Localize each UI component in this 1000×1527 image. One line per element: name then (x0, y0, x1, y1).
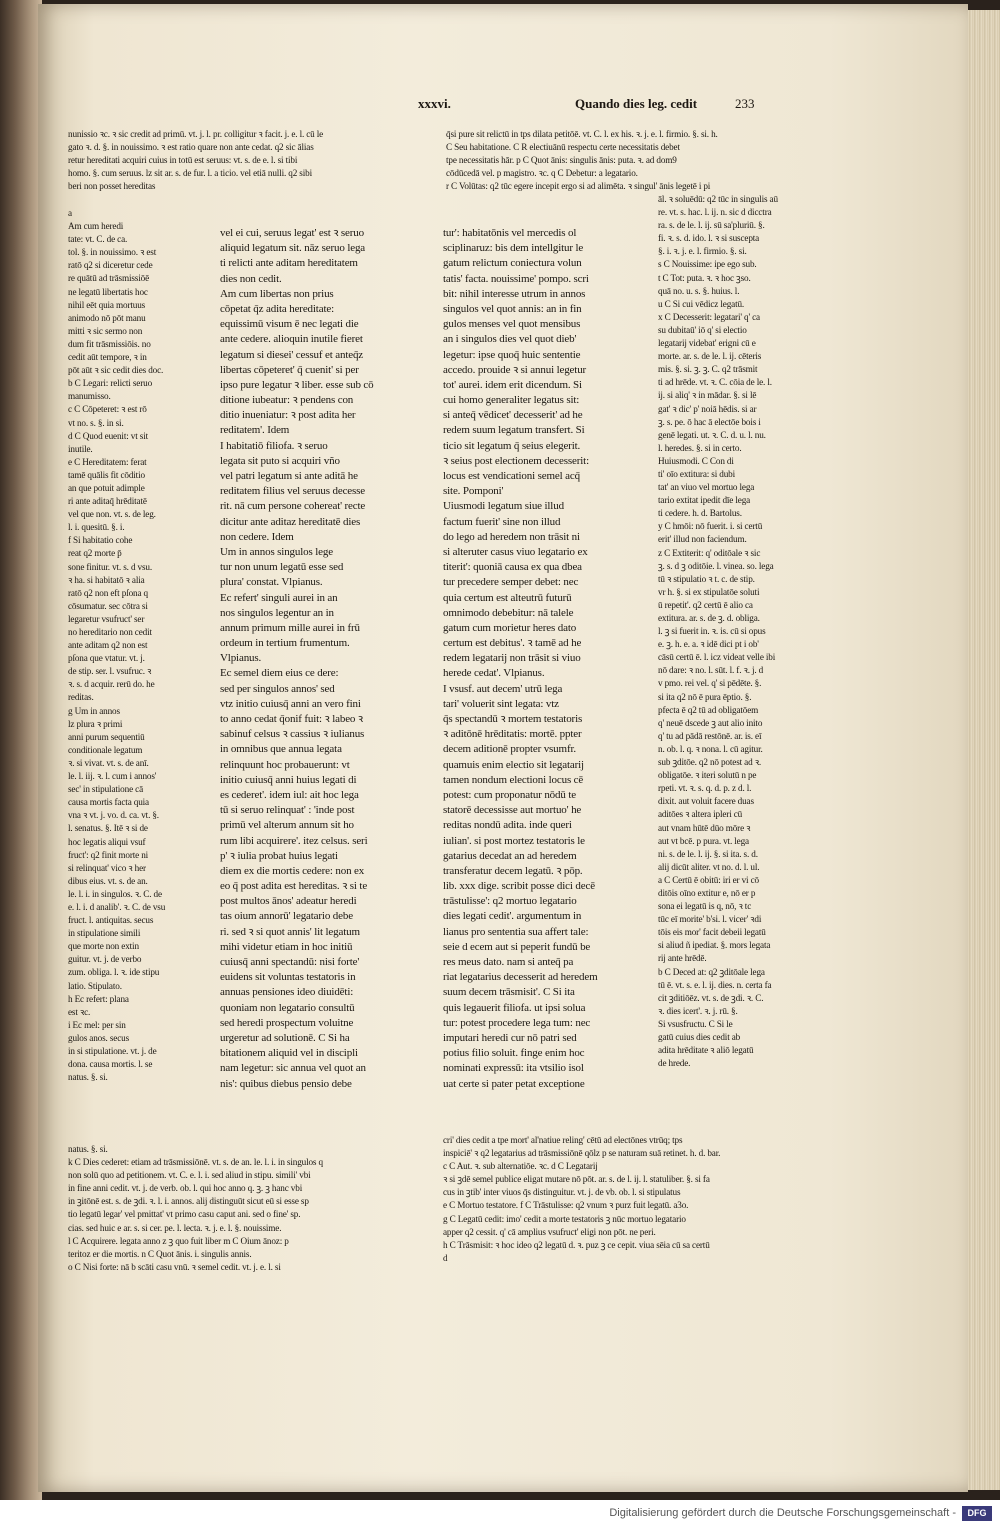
text-line: equissimū visum ē nec legati die (220, 318, 359, 331)
text-line: ante cedere. alioquin inutile fieret (220, 333, 363, 346)
text-line: b C Legari: relicti seruo (68, 378, 153, 389)
text-line: p' ꝛ iulia probat huius legati (220, 849, 338, 862)
text-line: Um in annos singulos lege (220, 545, 333, 558)
text-line: gato ꝛ. d. §. in nouissimo. ꝛ est ratio quare non ante cedat. q2 sic ālias (68, 142, 314, 153)
text-line: u C Si cui vēdicz legatū. (658, 298, 745, 309)
text-line: o C Nisi forte: nā b scāti casu vnū. ꝛ semel cedit. vt. j. e. l. si (68, 1261, 281, 1272)
text-line: tate: vt. C. de ca. (68, 234, 128, 245)
text-line: lz plura ꝛ primi (68, 718, 123, 729)
text-line: do lego ad heredem non trāsit ni (443, 530, 580, 543)
text-line: ne legatū libertatis hoc (68, 286, 148, 297)
text-line: ꝛ si ꝫdē semel publice eligat mutare nō pōt. ar. s. de l. ij. l. statuliber. §. si fa (443, 1174, 710, 1185)
text-line: dixit. aut voluit facere duas (658, 796, 754, 807)
text-line: legetur: ipse quoq̄ huic sententie (443, 348, 581, 361)
text-line: vna ꝛ vt. j. vo. d. ca. vt. §. (68, 810, 159, 821)
text-line: dies legati cedit'. argumentum in (443, 910, 582, 923)
text-line: ri ante aditaq̄ hrēditatē (68, 496, 147, 507)
text-line: animodo nō pōt manu (68, 312, 146, 323)
text-line: quā no. u. s. §. huius. l. (658, 285, 740, 296)
text-line: nō dare: ꝛ no. l. sūt. l. f. ꝛ. j. d (658, 665, 764, 676)
text-line: trāstulisse': q2 mortuo legatario (443, 895, 577, 908)
text-line: inspiciē' ꝛ q2 legatarius ad trāsmissiōnē qōlz p se naturam suā retinet. h. d. bar. (443, 1148, 721, 1159)
text-line: Uiusmodi legatum siue illud (443, 500, 564, 513)
text-line: l. heredes. §. si in certo. (658, 442, 742, 453)
text-line: e. ꝫ. h. e. a. ꝛ idē dici pt i ob' (658, 639, 759, 650)
text-line: relinquunt hoc probauerunt: vt (220, 758, 350, 771)
text-line: statorē decessisse aut mortuo' he (443, 804, 582, 817)
text-line: b C Deced at: q2 ꝫditōale lega (658, 966, 765, 977)
text-line: tari' voluerit sint legata: vtz (443, 697, 559, 710)
book-page (38, 4, 968, 1492)
text-line: mis. §. si. ꝫ. ꝫ. C. q2 trāsmit (658, 364, 758, 375)
text-line: d C Quod euenit: vt sit (68, 430, 149, 441)
text-line: non cedere. Idem (220, 530, 294, 543)
text-line: post multos ānos' adeatur heredi (220, 895, 357, 908)
text-line: de stip. ser. l. vsufruc. ꝛ (68, 666, 152, 677)
text-line: est ꝛc. (68, 1006, 91, 1017)
text-line: natus. §. si. (68, 1072, 108, 1083)
text-line: q' tu ad pādā restōnē. ar. is. eī (658, 730, 762, 741)
text-line: dicitur ante aditaz hereditatē dies (220, 515, 361, 528)
text-line: vel patri legatum si ante aditā he (220, 470, 358, 482)
text-line: sec' in stipulatione cā (68, 784, 143, 795)
text-line: tōis eis mor' facit debeii legatū (658, 927, 766, 938)
text-line: nis': quibus diebus pensio debe (220, 1077, 352, 1090)
text-line: aliquid legatum sit. nāz seruo lega (220, 242, 366, 255)
text-line: ꝫ. s. pe. ō hac ā electōe bois i (658, 416, 761, 427)
text-line: tatis' facta. nouissime' pompo. scri (443, 272, 589, 285)
text-line: nunissio ꝛc. ꝛ sic credit ad primū. vt. j. l. pr. colligitur ꝛ facit. j. e. l. cū le (68, 129, 324, 139)
folio-left: xxxvi. (418, 96, 451, 111)
text-line: tūc eī morite' b'si. l. vicer' ꝛdi (658, 914, 762, 925)
text-line: reditas. (68, 692, 94, 703)
text-line: erit' illud non faciendum. (658, 534, 747, 545)
gloss-top-left (68, 128, 413, 193)
text-line: teritoz er die mortis. n C Quot ānis. i. singulis annis. (68, 1248, 252, 1259)
text-line: tur precedere semper debet: nec (443, 576, 579, 589)
text-line: lianus pro sententia sua affert tale: (443, 925, 589, 938)
text-line: apper q2 cessit. q' cā amplius vsufruct' eligi non pōt. ne peri. (443, 1226, 656, 1237)
text-line: gatū cuius dies cedit ab (658, 1032, 741, 1042)
text-line: rij ante hrēdē. (658, 953, 707, 964)
text-line: gatarius decedat an ad heredem (443, 849, 577, 862)
text-line: suum decem trāsmisit'. C Si ita (443, 986, 575, 999)
text-line: ꝛ. si vivat. vt. s. de anī. (68, 757, 149, 768)
text-line: tamē quālis fit cōditio (68, 469, 145, 480)
previous-page-edge (0, 0, 42, 1500)
text-line: es cederet'. idem iul: ait hoc lega (220, 788, 359, 801)
text-line: I habitatiō filiofa. ꝛ seruo (220, 439, 328, 452)
text-line: ratō q2 si diceretur cede (68, 260, 153, 271)
text-line: tur: potest procedere lega tum: nec (443, 1016, 591, 1029)
text-line: beri non posset hereditas (68, 181, 156, 192)
text-line: gatum cum morietur heres dato (443, 621, 577, 634)
text-line: ꝛ seius post electionem decesserit: (443, 454, 589, 467)
text-line: eo q̄ post adita est hereditas. ꝛ si te (220, 880, 368, 893)
text-line: k C Dies cederet: etiam ad trāsmissiōnē. vt. s. de an. le. l. i. in singulos q (68, 1157, 323, 1168)
text-line: redem legatarij non trāsit si viuo (443, 652, 581, 665)
text-line: gulos anos. secus (68, 1032, 129, 1043)
text-line: accedo. prouide ꝛ si annui legetur (443, 363, 587, 376)
text-line: cuiusq̄ anni spectandū: nisi forte' (220, 956, 360, 968)
text-line: fi. ꝛ. s. d. ido. l. ꝛ si suscepta (658, 233, 760, 244)
text-line: sona ei legatū is q, nō, ꝛ tc (658, 901, 752, 912)
text-line: le. l. iij. ꝛ. l. cum i annos' (68, 771, 157, 782)
text-line: redem suum legatum transfert. Si (443, 424, 585, 437)
text-line: cāsū certū ē. l. icz videat velle ibi (658, 652, 776, 663)
text-line: e C Mortuo testatore. f C Trāstulisse: q2 vnum ꝛ purz fuit legatū. a3o. (443, 1200, 689, 1211)
text-line: tū ē. vt. s. e. l. ij. dies. n. certa fa (658, 979, 772, 990)
text-line: cias. sed huic e ar. s. si cer. pe. l. lecta. ꝛ. j. e. l. §. nouissime. (68, 1222, 282, 1233)
text-line: re quātū ad trāsmissiōē (68, 273, 150, 284)
text-line: tat' an viuo vel mortuo lega (658, 482, 755, 493)
text-line: ti relicti ante aditam hereditatem (220, 257, 358, 270)
running-head: Quando dies leg. cedit (575, 96, 698, 111)
text-line: dum fit trāsmissiōis. no (68, 338, 151, 349)
text-line: ratō q2 non eft pſona q (68, 587, 148, 598)
text-line: riat legatarius decesserit ad heredem (443, 971, 598, 984)
text-line: h Ec refert: plana (68, 993, 129, 1004)
text-line: nam legetur: sic annua vel quot an (220, 1062, 366, 1075)
main-text-right-column (443, 226, 635, 1092)
text-line: legatarij videbat' erigni cū e (658, 338, 756, 349)
text-line: legaretur vsufruct' ser (68, 613, 145, 624)
text-line: r C Volūtas: q2 tūc egere incepit ergo si ad alimēta. ꝛ singul' ānis legetē i pi (446, 181, 711, 192)
text-line: ditio inueniatur: ꝛ post adita her (220, 409, 356, 422)
text-line: alij dicūt aliter. vt no. d. l. ul. (658, 861, 760, 872)
text-line: guitur. vt. j. de verbo (68, 954, 142, 965)
text-line: herede cedat'. Vlpianus. (443, 667, 545, 680)
text-line: tur non unum legatū esse sed (220, 561, 344, 574)
text-line: vel que non. vt. s. de leg. (68, 509, 156, 520)
text-line: l. senatus. §. Itē ꝛ si de (68, 823, 148, 834)
text-line: uat certe si pater petat exceptione (443, 1077, 585, 1090)
text-line: reditas nondū adita. inde queri (443, 819, 572, 832)
text-line: e. l. i. d analib'. ꝛ. C. de vsu (68, 901, 166, 912)
text-line: nominati expressū: ita vtsilio isol (443, 1062, 584, 1075)
text-line: cus in ꝫtib' inter viuos q̄s distinguitur. vt. j. de vb. ob. l. si stipulatus (443, 1187, 681, 1198)
text-line: vel ei cui, seruus legat' est ꝛ seruo (220, 227, 364, 239)
text-line: dona. causa mortis. l. se (68, 1059, 153, 1070)
text-line: ditione iubeatur: ꝛ pendens con (220, 394, 354, 407)
text-line: l. i. quesitū. §. i. (68, 522, 125, 533)
text-line: si alteruter casus viuo legatario ex (443, 545, 588, 558)
text-line: Am cum libertas non prius (220, 287, 334, 300)
text-line: annum primum mille aurei in frū (220, 621, 360, 634)
text-line: zum. obliga. l. ꝛ. ide stipu (68, 967, 160, 978)
text-line: si ita q2 nō ē pura ēptio. §. (658, 691, 752, 702)
page-number: 233 (735, 96, 755, 111)
text-line: legata sit puto si acquiri vño (220, 454, 340, 467)
text-line: anni purum sequentiū (68, 731, 145, 742)
text-line: Vlpianus. (220, 652, 262, 665)
text-line: tas oium annorū' legatario debe (220, 910, 353, 923)
text-line: sed heredi prospectum voluitne (220, 1016, 354, 1029)
text-line: Si vsusfructu. C Si le (658, 1018, 733, 1029)
text-line: tamen nondum electioni locus cē (443, 773, 584, 786)
text-line: le. l. i. in singulos. ꝛ. C. de (68, 888, 162, 899)
text-line: c C Cōpeteret: ꝛ est rō (68, 404, 147, 415)
text-line: initio cuiusq̄ anni huius legati di (220, 773, 357, 786)
text-line: ij. si aliq' ꝛ in mādar. §. si lē (658, 390, 757, 401)
text-line: h C Trāsmisit: ꝛ hoc ideo q2 legatū d. ꝛ. puz ꝫ ce cepit. viua sēia cū sa certū (443, 1239, 710, 1250)
text-line: in si stipulatione. vt. j. de (68, 1046, 157, 1056)
page-header (38, 96, 968, 120)
text-line: z C Extiterit: q' oditōale ꝛ sic (658, 547, 761, 558)
gloss-bottom-right (443, 1134, 821, 1265)
text-line: tpe necessitatis hār. p C Quot ānis: singulis ānis: puta. ꝛ. ad dom9 (446, 155, 677, 166)
text-line: quia certum est alteutrū futurū (443, 591, 572, 604)
text-line: l C Acquirere. legata anno z ꝫ quo fuit liber m C Oium ānoz: p (68, 1235, 289, 1246)
text-line: sabinuf celsus ꝛ cassius ꝛ iulianus (220, 728, 365, 741)
text-line: pōt aūt ꝛ sic cedit dies doc. (68, 365, 164, 376)
text-line: adita hrēditate ꝛ aliō legatū (658, 1045, 754, 1056)
text-line: aditōes ꝛ altera ipleri cū (658, 809, 743, 820)
gloss-left-column (68, 207, 200, 1084)
main-text-left-column (220, 226, 410, 1092)
text-line: omnimodo debebitur: nā talele (443, 606, 574, 619)
text-line: certum est debitus'. ꝛ tamē ad he (443, 637, 582, 650)
text-line: aut vnam hūtē dūo mōre ꝛ (658, 822, 751, 833)
text-line: q' neuē dscede ꝫ aut alio inito (658, 717, 763, 728)
text-line: causa mortis facta quia (68, 797, 149, 808)
text-line: pfecta ē q2 tū ad obligatōem (658, 704, 759, 715)
text-line: c C Aut. ꝛ. sub alternatiōe. ꝛc. d C Legatarij (443, 1161, 598, 1172)
text-line: to anno cedat q̄onif fuit: ꝛ labeo ꝛ (220, 713, 363, 725)
text-line: sciplinaruz: bis dem intellgitur le (443, 242, 584, 255)
text-line: extitura. ar. s. de ꝫ. d. obliga. (658, 613, 760, 623)
text-line: pſona que vtatur. vt. j. (68, 653, 145, 664)
text-line: g C Legatū cedit: imo' cedit a morte testatoris ꝫ nūc mortuo legatario (443, 1213, 686, 1224)
text-line: ra. s. de le. l. ij. sū sa'pluriū. §. (658, 220, 765, 231)
text-line: q̄si pure sit relictū in tps dilata petitōē. vt. C. l. ex his. ꝛ. j. e. l. firmio. §. si. h. (446, 129, 718, 139)
text-line: n. ob. l. q. ꝛ nona. l. cū agitur. (658, 743, 763, 754)
text-line: legatum si diesei' cessuf et anteq̄z (220, 348, 364, 361)
text-line: §. i. ꝛ. j. e. l. firmio. §. si. (658, 246, 747, 257)
text-line: nos singulos legentur an in (220, 606, 334, 619)
text-line: f Si habitatio cohe (68, 535, 133, 546)
text-line: aut vt bcē. p pura. vt. lega (658, 835, 749, 846)
text-line: ꝛ. s. d acquir. rerū do. he (68, 679, 155, 690)
text-line: inutile. (68, 443, 93, 454)
text-line: diem ex die mortis cedere: non ex (220, 864, 365, 877)
text-line: g Um in annos (68, 705, 120, 716)
text-line: manumisso. (68, 391, 111, 402)
text-line: factum fuerit' sine non illud (443, 515, 561, 528)
text-line: d (443, 1252, 448, 1263)
dfg-logo: DFG (962, 1506, 992, 1521)
text-line: vt no. s. §. in si. (68, 417, 124, 428)
text-line: obligatōe. ꝛ iteri solutū n pe (658, 770, 757, 781)
text-line: C Seu habitatione. C R electiuānū respectu certe necessitatis debet (446, 142, 680, 153)
text-line: transferatur decem legatū. ꝛ pōp. (443, 864, 583, 877)
gloss-bottom-left (68, 1143, 413, 1274)
text-line: cedit aūt tempore, ꝛ in (68, 352, 147, 363)
text-line: quis legauerit filiofa. ut ipsi solua (443, 1001, 586, 1014)
text-line: dibus eius. vt. s. de an. (68, 875, 148, 886)
text-line: primū vel alterum annum sit ho (220, 819, 354, 832)
text-line: plura' constat. Vlpianus. (220, 576, 323, 589)
text-line: i Ec mel: per sin (68, 1019, 126, 1030)
text-line: Ec refert' singuli aurei in an (220, 591, 338, 604)
text-line: lib. xxx dige. scribit posse dici decē (443, 880, 595, 893)
text-line: singulos vel quot annis: an in fin (443, 302, 582, 315)
text-line: bit: nihil interesse utrum in annos (443, 287, 586, 300)
text-line: reditatem'. Idem (220, 424, 290, 437)
text-line: ti cedere. h. d. Bartolus. (658, 508, 742, 519)
text-line: quamuis enim electio sit legatarij (443, 758, 584, 771)
text-line: ante aditam q2 non est (68, 640, 148, 651)
text-line: tū si seruo relinquat' : 'inde post (220, 804, 355, 817)
text-line: cōsumatur. sec cōtra si (68, 600, 148, 611)
text-line: a (68, 208, 72, 218)
text-line: t C Tot: puta. ꝛ. ꝛ hoc ꝫso. (658, 272, 751, 283)
gloss-right-column (658, 193, 828, 1070)
text-line: cōpetat q̄z adita hereditate: (220, 302, 334, 315)
text-line: ti' oīo extitura: si dubi (658, 468, 736, 479)
text-line: fruct': q2 finit morte ni (68, 849, 149, 860)
text-line: site. Pomponi' (443, 485, 504, 498)
text-line: imputari heredi cur nō patri sed (443, 1031, 577, 1044)
text-line: vr h. §. si ex stipulatōe soluti (658, 586, 760, 597)
text-line: fruct. l. antiquitas. secus (68, 915, 154, 926)
text-line: cri' dies cedit a tpe mort' al'natiue reling' cētū ad electōnes vtrūq; tps (443, 1135, 683, 1145)
text-line: sed per singulos annos' sed (220, 682, 335, 695)
text-line: conditionale legatum (68, 744, 143, 755)
text-line: gatum relictum coniectura volun (443, 257, 582, 270)
text-line: tot' aurei. idem erit dicendum. Si (443, 378, 582, 391)
text-line: reditatem filius vel seruus decesse (220, 485, 366, 498)
text-line: x C Decesserit: legatari' q' ca (658, 311, 760, 322)
text-line: y C hmōi: nō fuerit. i. si certū (658, 521, 763, 532)
text-line: potest: cum proponatur nōdū te (443, 788, 576, 801)
text-line: Huiusmodi. C Con di (658, 455, 734, 466)
text-line: ꝛ aditōnē hrēditatis: mortē. ppter (443, 728, 582, 741)
text-line: annuas pensiones ideo diuidēti: (220, 986, 354, 999)
gloss-top-right (446, 128, 820, 193)
text-line: gulos menses vel quot mensibus (443, 318, 581, 331)
text-line: l. ꝫ si fuerit in. ꝛ. is. cū si opus (658, 626, 766, 637)
text-line: titerit': quoniā causa ex qua dbea (443, 561, 582, 574)
text-line: si anteq̄ vēdicet' decesserit' ad he (443, 409, 583, 422)
text-line: reat q2 morte p̄ (68, 548, 122, 559)
text-line: in stipulatione simili (68, 928, 141, 939)
text-line: ꝛ. dies icert'. ꝛ. j. rū. §. (658, 1005, 738, 1016)
text-line: si aliud ñ ipediat. §. mors legata (658, 940, 771, 951)
text-line: ni. s. de le. l. ij. §. si ita. s. d. (658, 848, 758, 859)
text-line: ipso pure legatur ꝛ liber. esse sub cō (220, 378, 374, 391)
text-line: Am cum heredi (68, 221, 124, 232)
text-line: no hereditario non cedit (68, 627, 152, 637)
text-line: que morte non extin (68, 941, 139, 952)
text-line: si relinquat' vico ꝛ her (68, 862, 146, 873)
text-line: quoniam non legatario consultū (220, 1001, 355, 1014)
text-line: nihil eēt quia mortuus (68, 299, 146, 310)
text-line: ordeum in tertium frumentum. (220, 637, 350, 650)
text-line: v pmo. rei vel. q' si pēdēte. §. (658, 678, 762, 689)
text-line: ticio sit legatum q̄ seius elegerit. (443, 439, 581, 452)
text-line: decem aditionē propter vsumfr. (443, 743, 576, 756)
text-line: iulian'. si post mortez testatoris le (443, 834, 585, 847)
text-line: ri. sed ꝛ si quot annis' lit legatum (220, 925, 360, 938)
text-line: ti ad hrēde. vt. ꝛ. C. cōia de le. l. (658, 377, 772, 388)
text-line: vtz initio cuiusq̄ anni an vero fini (220, 697, 361, 710)
page-stack-edge (968, 10, 1000, 1490)
text-line: in ꝫitōnē est. s. de ꝫdi. ꝛ. l. i. annos. alij distinguūt sicut eū si esse sp (68, 1196, 309, 1207)
text-line: re. vt. s. hac. l. ij. n. sic d dicctra (658, 207, 772, 218)
text-line: homo. §. cum seruus. lz sit ar. s. de fur. l. a ticio. vel etiā nulli. q2 sibi (68, 168, 312, 179)
text-line: cui homo generaliter legatus sit: (443, 394, 580, 407)
text-line: an que potuit adimple (68, 482, 145, 493)
text-line: potius filio soluit. finge enim hoc (443, 1047, 585, 1060)
text-line: ū repetit'. q2 certū ē alio ca (658, 599, 753, 610)
text-line: tur': habitatōnis vel mercedis ol (443, 227, 577, 239)
text-line: morte. ar. s. de le. l. ij. cēteris (658, 351, 762, 362)
text-line: de hrede. (658, 1058, 691, 1069)
text-line: e C Hereditatem: ferat (68, 456, 147, 467)
text-line: I vsusf. aut decem' utrū lega (443, 682, 563, 695)
text-line: ꝫ. s. d ꝫ oditōie. l. vinea. so. lega (658, 560, 774, 571)
text-line: cōdūcedā vel. p magistro. ꝛc. q C Debetur: a legatario. (446, 168, 638, 179)
text-line: tol. §. in nouissimo. ꝛ est (68, 247, 157, 258)
text-line: ditōis oīno extitur e, nō er p (658, 887, 756, 898)
text-line: rit. nā cum persone cohereat' recte (220, 500, 366, 513)
text-line: gat' ꝛ dic' p' noiā hēdis. si ar (658, 403, 757, 414)
text-line: sub ꝫditōe. q2 nō potest ad ꝛ. (658, 757, 762, 768)
text-line: an i singulos dies vel quot dieb' (443, 333, 577, 346)
text-line: tio legatū legar' vel pmittat' vt primo casu caput ani. sed o fine' sp. (68, 1209, 301, 1220)
text-line: a C Certū ē obitū: iri er vi cō (658, 874, 759, 885)
text-line: in omnibus que annua legata (220, 743, 342, 756)
text-line: non solū quo ad petitionem. vt. C. e. l. i. sed aliud in stipu. simili' vbi (68, 1170, 311, 1181)
text-line: urgeretur ad solutionē. C Si ha (220, 1031, 350, 1044)
text-line: mihi videtur etiam in hoc initiū (220, 940, 353, 953)
text-line: euidens sit voluntas testatoris in (220, 971, 356, 984)
text-line: hoc legatis aliqui vsuf (68, 836, 146, 847)
text-line: s C Nouissime: ipe ego sub. (658, 259, 757, 270)
text-line: Ec semel diem eius ce dere: (220, 667, 339, 680)
text-line: locus est vendicationi semel acq̄ (443, 470, 580, 482)
text-line: seie d ecem aut si peperit fundū be (443, 940, 591, 953)
text-line: cit ꝫditiōēz. vt. s. de ꝫdi. ꝛ. C. (658, 992, 764, 1003)
text-line: dies non cedit. (220, 272, 282, 285)
text-line: in fine anni cedit. vt. j. de verb. ob. l. qui hoc anno q. ꝫ. ꝫ hanc vbi (68, 1183, 303, 1194)
funding-credit: Digitalisierung gefördert durch die Deutsche Forschungsgemeinschaft - (609, 1507, 956, 1519)
text-line: q̄s spectandū ꝛ mortem testatoris (443, 713, 583, 725)
text-line: tū ꝛ stipulatio ꝛ t. c. de stip. (658, 573, 755, 584)
text-line: rum libi acquirere'. itez celsus. seri (220, 834, 368, 847)
text-line: bitationem aliquid vel in discipli (220, 1047, 358, 1060)
text-line: tario extitat ipedit dīe lega (658, 495, 751, 506)
text-line: sone finitur. vt. s. d vsu. (68, 561, 152, 572)
text-line: res meus dato. nam si anteq̄ pa (443, 956, 574, 968)
text-line: retur hereditati acquiri cuius in totū est seruus: vt. s. de e. l. si tibi (68, 155, 298, 166)
text-line: libertas cōpeteret' q̄ cuenit' si per (220, 363, 359, 376)
text-line: natus. §. si. (68, 1144, 108, 1154)
text-line: rpeti. vt. ꝛ. s. q. d. p. z d. l. (658, 783, 752, 794)
text-line: su dubitaū' iō q' si electio (658, 324, 747, 335)
text-line: genē legati. ut. ꝛ. C. d. u. l. nu. (658, 429, 766, 440)
text-line: āl. ꝛ soluēdū: q2 tūc in singulis aū (658, 194, 778, 204)
text-line: ꝛ ha. si habitatō ꝛ alia (68, 574, 145, 585)
text-line: mitti ꝛ sic sermo non (68, 325, 143, 336)
text-line: latio. Stipulato. (68, 980, 122, 991)
digitization-footer (0, 1500, 1000, 1527)
